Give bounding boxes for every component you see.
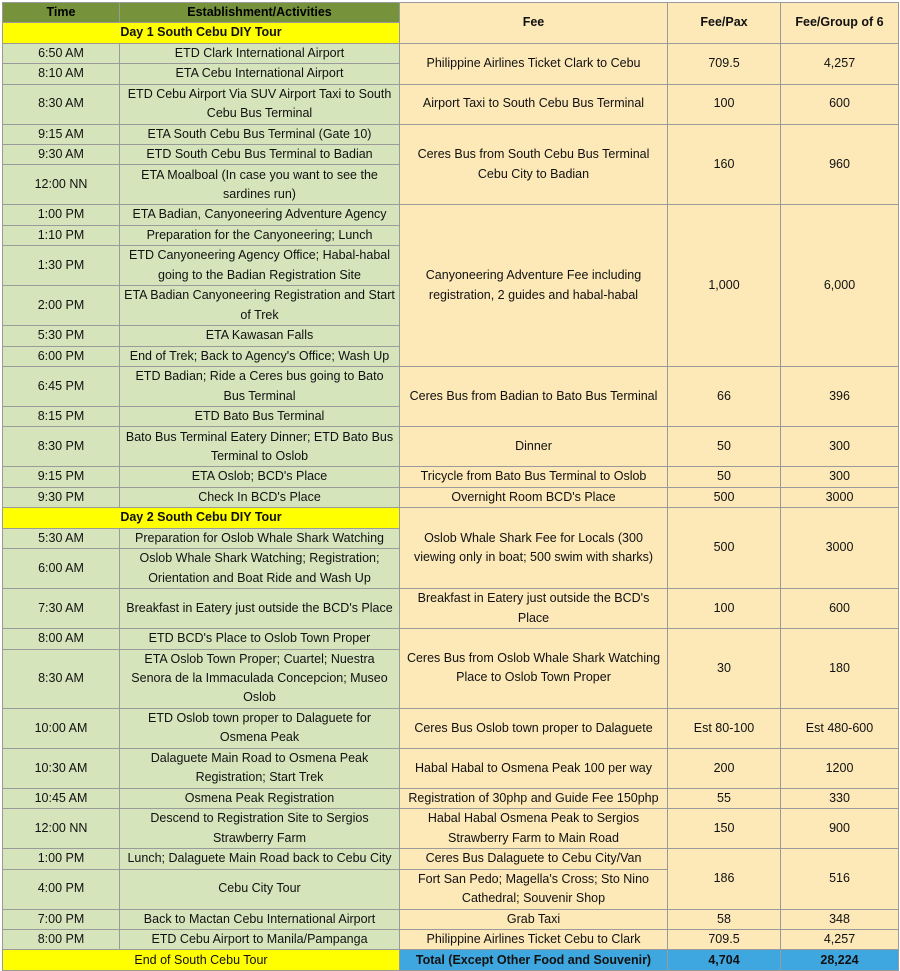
activity-cell: ETD Badian; Ride a Ceres bus going to Bato Bus Terminal — [120, 367, 400, 407]
activity-cell: Preparation for the Canyoneering; Lunch — [120, 225, 400, 245]
fee-pax-cell: 66 — [668, 367, 781, 427]
fee-pax-cell: 200 — [668, 748, 781, 788]
fee-pax-cell: 50 — [668, 427, 781, 467]
header-fee-group: Fee/Group of 6 — [781, 3, 899, 44]
fee-pax-cell: 160 — [668, 124, 781, 205]
fee-cell: Oslob Whale Shark Fee for Locals (300 viewing only in boat; 500 swim with sharks) — [400, 508, 668, 589]
fee-pax-cell: 30 — [668, 629, 781, 709]
activity-cell: Preparation for Oslob Whale Shark Watching — [120, 528, 400, 548]
time-cell: 8:30 AM — [3, 84, 120, 124]
fee-group-cell: 330 — [781, 788, 899, 808]
fee-group-cell: 900 — [781, 809, 899, 849]
time-cell: 9:15 AM — [3, 124, 120, 144]
time-cell: 9:30 PM — [3, 487, 120, 507]
fee-pax-cell: 55 — [668, 788, 781, 808]
activity-cell: Lunch; Dalaguete Main Road back to Cebu City — [120, 849, 400, 869]
fee-group-cell: 396 — [781, 367, 899, 427]
fee-group-cell: 4,257 — [781, 43, 899, 84]
total-label: Total (Except Other Food and Souvenir) — [400, 950, 668, 971]
time-cell: 5:30 AM — [3, 528, 120, 548]
fee-cell: Fort San Pedo; Magella's Cross; Sto Nino Cathedral; Souvenir Shop — [400, 869, 668, 909]
time-cell: 10:30 AM — [3, 748, 120, 788]
fee-group-cell: 300 — [781, 467, 899, 487]
fee-group-cell: 3000 — [781, 508, 899, 589]
fee-cell: Habal Habal to Osmena Peak 100 per way — [400, 748, 668, 788]
activity-cell: Breakfast in Eatery just outside the BCD's Place — [120, 589, 400, 629]
fee-group-cell: 600 — [781, 84, 899, 124]
fee-cell: Airport Taxi to South Cebu Bus Terminal — [400, 84, 668, 124]
activity-cell: Cebu City Tour — [120, 869, 400, 909]
fee-pax-cell: Est 80-100 — [668, 708, 781, 748]
header-time: Time — [3, 3, 120, 23]
activity-cell: ETA Badian, Canyoneering Adventure Agency — [120, 205, 400, 225]
fee-cell: Ceres Bus from Oslob Whale Shark Watching Place to Oslob Town Proper — [400, 629, 668, 709]
fee-cell: Tricycle from Bato Bus Terminal to Oslob — [400, 467, 668, 487]
fee-group-cell: 6,000 — [781, 205, 899, 367]
time-cell: 8:30 PM — [3, 427, 120, 467]
time-cell: 8:15 PM — [3, 407, 120, 427]
fee-group-cell: 180 — [781, 629, 899, 709]
fee-pax-cell: 186 — [668, 849, 781, 909]
fee-cell: Registration of 30php and Guide Fee 150php — [400, 788, 668, 808]
fee-pax-cell: 100 — [668, 84, 781, 124]
fee-pax-cell: 500 — [668, 487, 781, 507]
end-of-tour-label: End of South Cebu Tour — [3, 950, 400, 971]
fee-cell: Dinner — [400, 427, 668, 467]
fee-cell: Philippine Airlines Ticket Clark to Cebu — [400, 43, 668, 84]
activity-cell: Back to Mactan Cebu International Airport — [120, 909, 400, 929]
time-cell: 1:00 PM — [3, 849, 120, 869]
time-cell: 1:00 PM — [3, 205, 120, 225]
time-cell: 12:00 NN — [3, 165, 120, 205]
activity-cell: ETA Kawasan Falls — [120, 326, 400, 346]
time-cell: 6:00 PM — [3, 346, 120, 366]
activity-cell: ETD South Cebu Bus Terminal to Badian — [120, 145, 400, 165]
fee-cell: Overnight Room BCD's Place — [400, 487, 668, 507]
activity-cell: Descend to Registration Site to Sergios Strawberry Farm — [120, 809, 400, 849]
time-cell: 8:00 AM — [3, 629, 120, 649]
activity-cell: ETD Cebu Airport Via SUV Airport Taxi to South Cebu Bus Terminal — [120, 84, 400, 124]
fee-pax-cell: 50 — [668, 467, 781, 487]
time-cell: 8:10 AM — [3, 64, 120, 84]
activity-cell: Bato Bus Terminal Eatery Dinner; ETD Bato Bus Terminal to Oslob — [120, 427, 400, 467]
fee-group-cell: 960 — [781, 124, 899, 205]
activity-cell: Check In BCD's Place — [120, 487, 400, 507]
fee-cell: Canyoneering Adventure Fee including registration, 2 guides and habal-habal — [400, 205, 668, 367]
fee-cell: Ceres Bus from South Cebu Bus Terminal Cebu City to Badian — [400, 124, 668, 205]
activity-cell: ETD Canyoneering Agency Office; Habal-habal going to the Badian Registration Site — [120, 246, 400, 286]
total-group: 28,224 — [781, 950, 899, 971]
time-cell: 1:10 PM — [3, 225, 120, 245]
fee-cell: Ceres Bus Oslob town proper to Dalaguete — [400, 708, 668, 748]
time-cell: 2:00 PM — [3, 286, 120, 326]
fee-cell: Ceres Bus Dalaguete to Cebu City/Van — [400, 849, 668, 869]
activity-cell: Oslob Whale Shark Watching; Registration; Orientation and Boat Ride and Wash Up — [120, 549, 400, 589]
fee-group-cell: 3000 — [781, 487, 899, 507]
time-cell: 7:30 AM — [3, 589, 120, 629]
time-cell: 6:45 PM — [3, 367, 120, 407]
activity-cell: End of Trek; Back to Agency's Office; Wash Up — [120, 346, 400, 366]
fee-group-cell: 348 — [781, 909, 899, 929]
total-pax: 4,704 — [668, 950, 781, 971]
time-cell: 8:30 AM — [3, 649, 120, 708]
activity-cell: Osmena Peak Registration — [120, 788, 400, 808]
time-cell: 6:50 AM — [3, 43, 120, 63]
fee-pax-cell: 709.5 — [668, 929, 781, 949]
fee-cell: Philippine Airlines Ticket Cebu to Clark — [400, 929, 668, 949]
time-cell: 1:30 PM — [3, 246, 120, 286]
activity-cell: ETD BCD's Place to Oslob Town Proper — [120, 629, 400, 649]
fee-cell: Ceres Bus from Badian to Bato Bus Terminal — [400, 367, 668, 427]
fee-cell: Grab Taxi — [400, 909, 668, 929]
fee-group-cell: 4,257 — [781, 929, 899, 949]
activity-cell: Dalaguete Main Road to Osmena Peak Registration; Start Trek — [120, 748, 400, 788]
time-cell: 8:00 PM — [3, 929, 120, 949]
fee-group-cell: Est 480-600 — [781, 708, 899, 748]
fee-group-cell: 600 — [781, 589, 899, 629]
fee-group-cell: 1200 — [781, 748, 899, 788]
fee-group-cell: 516 — [781, 849, 899, 909]
fee-pax-cell: 500 — [668, 508, 781, 589]
fee-group-cell: 300 — [781, 427, 899, 467]
fee-cell: Breakfast in Eatery just outside the BCD's Place — [400, 589, 668, 629]
activity-cell: ETD Bato Bus Terminal — [120, 407, 400, 427]
fee-pax-cell: 709.5 — [668, 43, 781, 84]
activity-cell: ETA Cebu International Airport — [120, 64, 400, 84]
time-cell: 6:00 AM — [3, 549, 120, 589]
fee-pax-cell: 58 — [668, 909, 781, 929]
time-cell: 10:45 AM — [3, 788, 120, 808]
fee-pax-cell: 1,000 — [668, 205, 781, 367]
time-cell: 9:15 PM — [3, 467, 120, 487]
time-cell: 9:30 AM — [3, 145, 120, 165]
time-cell: 4:00 PM — [3, 869, 120, 909]
header-activities: Establishment/Activities — [120, 3, 400, 23]
time-cell: 7:00 PM — [3, 909, 120, 929]
activity-cell: ETD Oslob town proper to Dalaguete for Osmena Peak — [120, 708, 400, 748]
fee-pax-cell: 100 — [668, 589, 781, 629]
time-cell: 12:00 NN — [3, 809, 120, 849]
activity-cell: ETA South Cebu Bus Terminal (Gate 10) — [120, 124, 400, 144]
activity-cell: ETA Oslob; BCD's Place — [120, 467, 400, 487]
time-cell: 5:30 PM — [3, 326, 120, 346]
header-fee-pax: Fee/Pax — [668, 3, 781, 44]
day-2-banner: Day 2 South Cebu DIY Tour — [3, 508, 400, 528]
fee-cell: Habal Habal Osmena Peak to Sergios Strawberry Farm to Main Road — [400, 809, 668, 849]
itinerary-table — [2, 2, 899, 971]
day-1-banner: Day 1 South Cebu DIY Tour — [3, 23, 400, 43]
fee-pax-cell: 150 — [668, 809, 781, 849]
activity-cell: ETA Moalboal (In case you want to see the sardines run) — [120, 165, 400, 205]
activity-cell: ETA Oslob Town Proper; Cuartel; Nuestra Senora de la Immaculada Concepcion; Museo Oslob — [120, 649, 400, 708]
header-fee: Fee — [400, 3, 668, 44]
time-cell: 10:00 AM — [3, 708, 120, 748]
activity-cell: ETD Clark International Airport — [120, 43, 400, 63]
activity-cell: ETD Cebu Airport to Manila/Pampanga — [120, 929, 400, 949]
activity-cell: ETA Badian Canyoneering Registration and Start of Trek — [120, 286, 400, 326]
